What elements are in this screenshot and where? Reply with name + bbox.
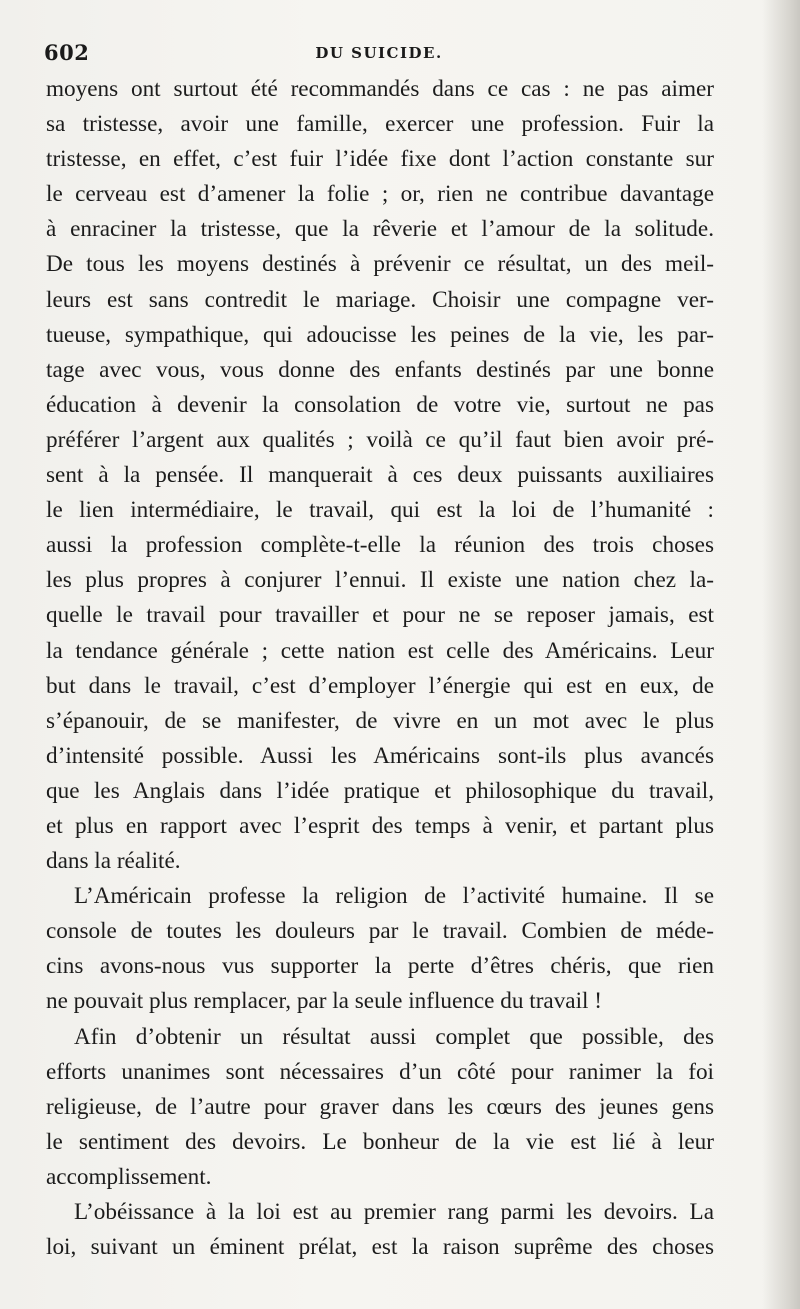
text-line: sa tristesse, avoir une famille, exercer une profession. Fuir la (46, 111, 714, 138)
text-line: préférer l’argent aux qualités ; voilà ce qu’il faut bien avoir pré- (46, 426, 714, 453)
text-line: leurs est sans contredit le mariage. Choisir une compagne ver- (46, 286, 714, 313)
text-line: console de toutes les douleurs par le travail. Combien de méde- (46, 918, 714, 945)
text-line: le cerveau est d’amener la folie ; or, rien ne contribue davantage (46, 181, 714, 208)
text-line: tueuse, sympathique, qui adoucisse les peines de la vie, les par- (46, 321, 714, 348)
text-line: cins avons-nous vus supporter la perte d’êtres chéris, que rien (46, 953, 714, 980)
text-line: L’Américain professe la religion de l’activité humaine. Il se (74, 883, 714, 910)
text-line: le sentiment des devoirs. Le bonheur de la vie est lié à leur (46, 1128, 714, 1155)
text-line: sent à la pensée. Il manquerait à ces deux puissants auxiliaires (46, 462, 714, 489)
text-line: aussi la profession complète-t-elle la réunion des trois choses (46, 532, 714, 559)
text-line: moyens ont surtout été recommandés dans ce cas : ne pas aimer (46, 76, 714, 102)
text-line: L’obéissance à la loi est au premier rang parmi les devoirs. La (74, 1199, 714, 1225)
text-line: s’épanouir, de se manifester, de vivre en un mot avec le plus (46, 707, 714, 734)
text-line: tage avec vous, vous donne des enfants destinés par une bonne (46, 356, 714, 383)
body-text (46, 72, 714, 1265)
text-line: Afin d’obtenir un résultat aussi complet que possible, des (74, 1023, 714, 1050)
page-edge-shadow (762, 0, 800, 1309)
text-line: tristesse, en effet, c’est fuir l’idée fixe dont l’action constante sur (46, 146, 714, 173)
text-line: loi, suivant un éminent prélat, est la raison suprême des choses (46, 1234, 714, 1261)
text-line: ne pouvait plus remplacer, par la seule influence du travail ! (46, 988, 602, 1015)
text-line: la tendance générale ; cette nation est celle des Américains. Leur (46, 637, 714, 664)
page-number: 602 (44, 40, 90, 65)
text-line: accomplissement. (46, 1163, 212, 1190)
text-line: religieuse, de l’autre pour graver dans les cœurs des jeunes gens (46, 1093, 714, 1120)
text-line: De tous les moyens destinés à prévenir ce résultat, un des meil- (46, 251, 714, 278)
running-title: DU SUICIDE. (315, 44, 443, 62)
text-line: efforts unanimes sont nécessaires d’un côté pour ranimer la foi (46, 1058, 714, 1085)
page-header (44, 40, 714, 72)
text-line: d’intensité possible. Aussi les Américains sont-ils plus avancés (46, 742, 714, 769)
text-line: le lien intermédiaire, le travail, qui est la loi de l’humanité : (46, 497, 714, 524)
text-line: les plus propres à conjurer l’ennui. Il existe une nation chez la- (46, 567, 714, 594)
text-line: que les Anglais dans l’idée pratique et philosophique du travail, (46, 777, 714, 804)
text-line: dans la réalité. (46, 848, 181, 875)
text-line: but dans le travail, c’est d’employer l’énergie qui est en eux, de (46, 672, 714, 699)
text-line: à enraciner la tristesse, que la rêverie et l’amour de la solitude. (46, 216, 714, 243)
text-line: et plus en rapport avec l’esprit des temps à venir, et partant plus (46, 812, 714, 839)
text-line: quelle le travail pour travailler et pour ne se reposer jamais, est (46, 602, 714, 629)
text-line: éducation à devenir la consolation de votre vie, surtout ne pas (46, 391, 714, 418)
